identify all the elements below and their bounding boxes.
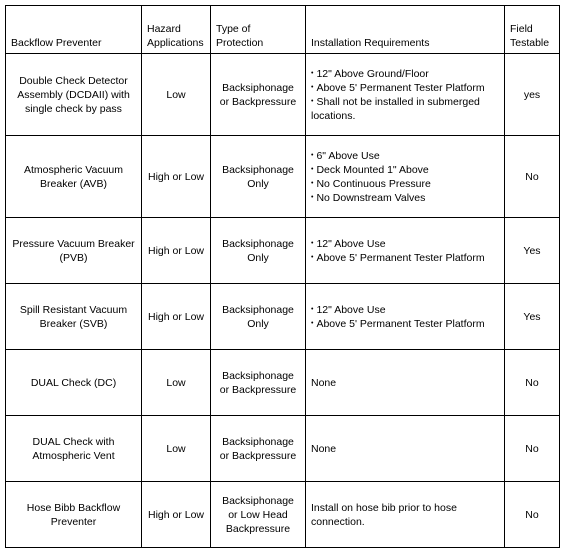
table-row	[6, 54, 560, 136]
installation-requirements: None	[306, 416, 505, 482]
bullet-icon: •	[311, 253, 314, 261]
requirement-text: 6" Above Use	[316, 149, 380, 162]
protection-type: Backsiphonage Only	[211, 284, 306, 350]
requirement-item	[311, 303, 499, 317]
requirement-list	[311, 237, 499, 265]
bullet-icon: •	[311, 319, 314, 327]
protection-type: Backsiphonage or Low Head Backpressure	[211, 482, 306, 548]
preventer-name: Spill Resistant Vacuum Breaker (SVB)	[6, 284, 142, 350]
bullet-icon: •	[311, 69, 314, 77]
preventer-name: Double Check Detector Assembly (DCDAII) with single check by pass	[6, 54, 142, 136]
header-field-testable: Field Testable	[505, 6, 560, 54]
bullet-icon: •	[311, 193, 314, 201]
header-type-of-protection: Type of Protection	[211, 6, 306, 54]
header-backflow-preventer: Backflow Preventer	[6, 6, 142, 54]
installation-requirements	[306, 136, 505, 218]
bullet-icon: •	[311, 83, 314, 91]
bullet-icon: •	[311, 151, 314, 159]
preventer-name: Atmospheric Vacuum Breaker (AVB)	[6, 136, 142, 218]
installation-requirements: Install on hose bib prior to hose connection.	[306, 482, 505, 548]
bullet-icon: •	[311, 97, 314, 105]
requirement-item	[311, 81, 499, 95]
requirement-list	[311, 67, 499, 123]
requirement-item	[311, 237, 499, 251]
installation-requirements	[306, 284, 505, 350]
table-row	[6, 218, 560, 284]
field-testable: No	[505, 482, 560, 548]
protection-type: Backsiphonage or Backpressure	[211, 54, 306, 136]
header-row	[6, 6, 560, 54]
requirement-text: 12" Above Use	[316, 237, 386, 250]
requirement-text: 12" Above Ground/Floor	[316, 67, 429, 80]
header-hazard-applications: Hazard Applications	[142, 6, 211, 54]
requirement-text: Above 5' Permanent Tester Platform	[316, 251, 485, 264]
preventer-name: Pressure Vacuum Breaker (PVB)	[6, 218, 142, 284]
requirement-text: No Downstream Valves	[316, 191, 426, 204]
field-testable: Yes	[505, 284, 560, 350]
hazard-application: Low	[142, 350, 211, 416]
table-row	[6, 136, 560, 218]
installation-requirements: None	[306, 350, 505, 416]
bullet-icon: •	[311, 179, 314, 187]
table-row	[6, 416, 560, 482]
requirement-item	[311, 177, 499, 191]
requirement-item	[311, 67, 499, 81]
protection-type: Backsiphonage Only	[211, 136, 306, 218]
field-testable: No	[505, 416, 560, 482]
field-testable: No	[505, 136, 560, 218]
protection-type: Backsiphonage or Backpressure	[211, 416, 306, 482]
hazard-application: High or Low	[142, 482, 211, 548]
hazard-application: Low	[142, 54, 211, 136]
requirement-text: Above 5' Permanent Tester Platform	[316, 317, 485, 330]
requirement-text: Above 5' Permanent Tester Platform	[316, 81, 485, 94]
table-row	[6, 284, 560, 350]
bullet-icon: •	[311, 305, 314, 313]
requirement-item	[311, 163, 499, 177]
field-testable: Yes	[505, 218, 560, 284]
hazard-application: High or Low	[142, 136, 211, 218]
hazard-application: High or Low	[142, 284, 211, 350]
requirement-item	[311, 149, 499, 163]
header-installation-requirements: Installation Requirements	[306, 6, 505, 54]
requirement-text: Deck Mounted 1" Above	[316, 163, 429, 176]
requirement-text: Shall not be installed in submerged locations.	[311, 95, 480, 122]
installation-requirements	[306, 54, 505, 136]
bullet-icon: •	[311, 165, 314, 173]
table-row	[6, 350, 560, 416]
requirement-text: No Continuous Pressure	[316, 177, 431, 190]
requirement-item	[311, 317, 499, 331]
protection-type: Backsiphonage or Backpressure	[211, 350, 306, 416]
field-testable: yes	[505, 54, 560, 136]
requirement-text: 12" Above Use	[316, 303, 386, 316]
hazard-application: High or Low	[142, 218, 211, 284]
bullet-icon: •	[311, 239, 314, 247]
installation-requirements	[306, 218, 505, 284]
requirement-item	[311, 95, 499, 123]
hazard-application: Low	[142, 416, 211, 482]
requirement-item	[311, 191, 499, 205]
preventer-name: Hose Bibb Backflow Preventer	[6, 482, 142, 548]
requirement-list	[311, 303, 499, 331]
preventer-name: DUAL Check with Atmospheric Vent	[6, 416, 142, 482]
protection-type: Backsiphonage Only	[211, 218, 306, 284]
backflow-preventer-table	[5, 5, 560, 548]
requirement-item	[311, 251, 499, 265]
preventer-name: DUAL Check (DC)	[6, 350, 142, 416]
field-testable: No	[505, 350, 560, 416]
requirement-list	[311, 149, 499, 205]
table-row	[6, 482, 560, 548]
